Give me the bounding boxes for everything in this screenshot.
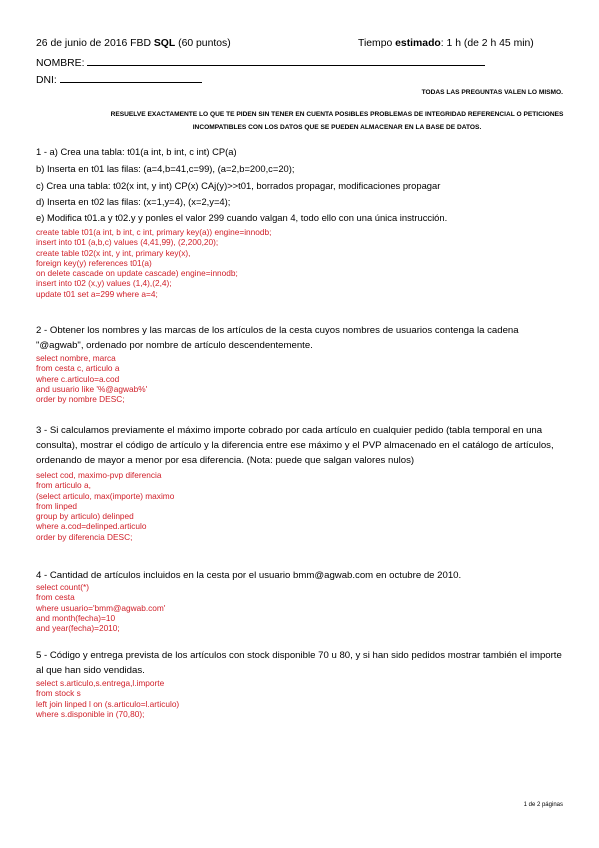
dni-field[interactable] xyxy=(60,72,202,83)
nombre-row xyxy=(36,55,485,69)
page-number: 1 de 2 páginas xyxy=(523,802,563,808)
exam-points: (60 puntos) xyxy=(175,38,231,49)
exam-title xyxy=(36,38,231,49)
equal-value-note: TODAS LAS PREGUNTAS VALEN LO MISMO. xyxy=(421,89,563,96)
time-estimate xyxy=(358,38,534,49)
q4-text: 4 - Cantidad de artículos incluidos en la cesta por el usuario bmm@agwab.com en octubre de 2010. xyxy=(36,570,462,581)
nombre-label: NOMBRE: xyxy=(36,58,85,69)
exam-date: 26 de junio de 2016 FBD xyxy=(36,38,154,49)
q5-text: 5 - Código y entrega prevista de los artículos con stock disponible 70 u 80, y si han sido pedidos mostrar también el importe al que han sido vendidas. xyxy=(36,650,562,676)
q2-answer: select nombre, marca from cesta c, articulo a where c.articulo=a.cod and usuario like '%@agwab%' order by nombre DESC; xyxy=(36,353,148,405)
dni-label: DNI: xyxy=(36,75,57,86)
q5-answer: select s.articulo,s.entrega,l.importe from stock s left join linped l on (s.articulo=l.articulo) where s.disponible in (70,80); xyxy=(36,678,180,719)
q1-part-a: 1 - a) Crea una tabla: t01(a int, b int, c int) CP(a) xyxy=(36,146,237,157)
q1-part-c: c) Crea una tabla: t02(x int, y int) CP(x) CAj(y)>>t01, borrados propagar, modificaciones propagar xyxy=(36,180,441,191)
q1-part-d: d) Inserta en t02 las filas: (x=1,y=4), (x=2,y=4); xyxy=(36,196,231,207)
instructions-note: RESUELVE EXACTAMENTE LO QUE TE PIDEN SIN TENER EN CUENTA POSIBLES PROBLEMAS DE INTEGRIDAD REFERENCIAL O PETICIONES INCOMPATIBLES CON LOS DATOS QUE SE PUEDEN ALMACENAR EN LA BASE DE DATOS. xyxy=(110,111,564,131)
q3-answer: select cod, maximo-pvp diferencia from articulo a, (select articulo, max(importe) maximo from linped group by articulo) delinped where a.cod=delinped.articulo order by diferencia DESC; xyxy=(36,470,175,542)
exam-subject: SQL xyxy=(153,38,176,49)
q1-answer: create table t01(a int, b int, c int, primary key(a)) engine=innodb; insert into t01 (a,b,c) values (4,41,99), (2,200,20); create table t02(x int, y int, primary key(x), foreign key(y) references t01(a) on delete cascade on update cascade) engine=innodb; insert into t02 (x,y) values (1,4),(2,4); update t01 set a=299 where a=4; xyxy=(36,227,272,299)
nombre-field[interactable] xyxy=(87,55,485,66)
time-bold: estimado xyxy=(395,38,441,49)
q4-answer: select count(*) from cesta where usuario='bmm@agwab.com' and month(fecha)=10 and year(fecha)=2010; xyxy=(36,582,166,634)
q3-text: 3 - Si calculamos previamente el máximo importe cobrado por cada artículo en cualquier pedido (tabla temporal en una consulta), mostrar el código de artículo y la diferencia entre ese máximo y el PVP almacenado en el catálogo de artículos, ordenando de mayor a menor por esa diferencia. (Nota: puede que salgan valores nulos) xyxy=(36,425,554,466)
time-prefix: Tiempo xyxy=(358,38,396,49)
q1-part-b: b) Inserta en t01 las filas: (a=4,b=41,c=99), (a=2,b=200,c=20); xyxy=(36,163,295,174)
q1-part-e: e) Modifica t01.a y t02.y y ponles el valor 299 cuando valgan 4, todo ello con una única instrucción. xyxy=(36,212,448,223)
q2-text: 2 - Obtener los nombres y las marcas de los artículos de la cesta cuyos nombres de usuarios contenga la cadena "@agwab", ordenado por nombre de artículo descendentemente. xyxy=(36,325,519,351)
dni-row xyxy=(36,72,202,86)
time-suffix: : 1 h (de 2 h 45 min) xyxy=(440,38,534,49)
